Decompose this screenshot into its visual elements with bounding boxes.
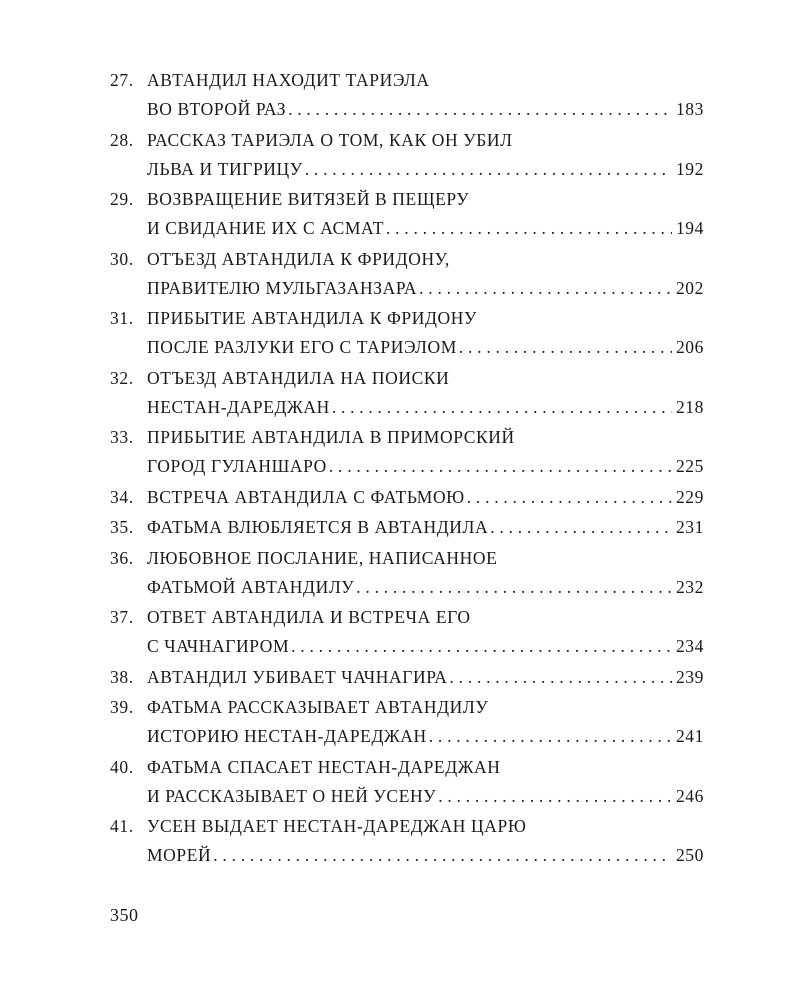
entry-title: ЛЮБОВНОЕ ПОСЛАНИЕ, НАПИСАННОЕ xyxy=(147,547,498,568)
entry-title: РАССКАЗ ТАРИЭЛА О ТОМ, КАК ОН УБИЛ xyxy=(147,129,513,150)
dot-leader xyxy=(288,95,672,124)
page-number: 194 xyxy=(675,218,704,238)
table-of-contents xyxy=(110,66,704,872)
dot-leader xyxy=(450,663,672,692)
entry-title: УСЕН ВЫДАЕТ НЕСТАН-ДАРЕДЖАН ЦАРЮ xyxy=(147,816,527,836)
entry-number: 36. xyxy=(110,547,134,568)
page-number: 250 xyxy=(675,845,704,865)
dot-leader xyxy=(419,274,672,303)
page-number: 229 xyxy=(675,486,704,507)
page-number: 202 xyxy=(675,277,704,298)
entry-title-continued: НЕСТАН-ДАРЕДЖАН xyxy=(147,396,330,417)
entry-number: 38. xyxy=(110,666,134,687)
page-number: 218 xyxy=(675,396,704,417)
toc-entry-38 xyxy=(110,663,704,692)
entry-title-continued: ФАТЬМОЙ АВТАНДИЛУ xyxy=(147,576,355,597)
toc-entry-33 xyxy=(110,423,704,481)
entry-number: 32. xyxy=(110,367,134,388)
toc-entry-40 xyxy=(110,753,704,811)
page-folio: 350 xyxy=(110,905,139,925)
entry-title-continued: МОРЕЙ xyxy=(147,845,212,865)
page-number: 183 xyxy=(675,99,704,119)
entry-title-continued: ИСТОРИЮ НЕСТАН-ДАРЕДЖАН xyxy=(147,726,427,746)
toc-entry-28 xyxy=(110,126,704,184)
toc-entry-35 xyxy=(110,513,704,542)
toc-entry-30 xyxy=(110,245,704,303)
dot-leader xyxy=(291,632,672,661)
entry-number: 39. xyxy=(110,697,134,717)
entry-number: 41. xyxy=(110,816,134,836)
page-number: 246 xyxy=(675,785,704,806)
dot-leader xyxy=(386,214,672,243)
toc-entry-29 xyxy=(110,185,704,243)
entry-number: 34. xyxy=(110,486,134,507)
toc-entry-34 xyxy=(110,483,704,512)
dot-leader xyxy=(305,155,672,184)
entry-title: ПРИБЫТИЕ АВТАНДИЛА В ПРИМОРСКИЙ xyxy=(147,427,515,447)
entry-number: 30. xyxy=(110,248,134,269)
dot-leader xyxy=(213,841,672,870)
toc-entry-31 xyxy=(110,304,704,362)
dot-leader xyxy=(429,722,672,751)
entry-title: ОТЪЕЗД АВТАНДИЛА НА ПОИСКИ xyxy=(147,367,450,388)
entry-number: 40. xyxy=(110,756,134,777)
dot-leader xyxy=(490,513,672,542)
entry-title: ФАТЬМА СПАСАЕТ НЕСТАН-ДАРЕДЖАН xyxy=(147,756,501,777)
page-number: 192 xyxy=(675,158,704,179)
entry-title: ПРИБЫТИЕ АВТАНДИЛА К ФРИДОНУ xyxy=(147,308,477,328)
page-number: 234 xyxy=(675,636,704,656)
entry-title-continued: ГОРОД ГУЛАНШАРО xyxy=(147,456,327,476)
entry-number: 35. xyxy=(110,517,134,537)
entry-title-continued: И СВИДАНИЕ ИХ С АСМАТ xyxy=(147,218,384,238)
entry-title-continued: И РАССКАЗЫВАЕТ О НЕЙ УСЕНУ xyxy=(147,785,437,806)
entry-title: ВОЗВРАЩЕНИЕ ВИТЯЗЕЙ В ПЕЩЕРУ xyxy=(147,189,470,209)
entry-number: 29. xyxy=(110,189,134,209)
entry-title-continued: ПРАВИТЕЛЮ МУЛЬГАЗАНЗАРА xyxy=(147,277,418,298)
dot-leader xyxy=(467,483,672,512)
entry-number: 27. xyxy=(110,70,134,90)
entry-title: ФАТЬМА ВЛЮБЛЯЕТСЯ В АВТАНДИЛА xyxy=(147,517,489,537)
entry-title-continued: С ЧАЧНАГИРОМ xyxy=(147,636,290,656)
toc-entry-39 xyxy=(110,693,704,751)
entry-number: 31. xyxy=(110,308,134,328)
entry-title: ВСТРЕЧА АВТАНДИЛА С ФАТЬМОЮ xyxy=(147,486,465,507)
entry-title-continued: ВО ВТОРОЙ РАЗ xyxy=(147,99,287,119)
toc-entry-41 xyxy=(110,812,704,870)
dot-leader xyxy=(438,782,672,811)
dot-leader xyxy=(459,333,672,362)
entry-title-continued: ПОСЛЕ РАЗЛУКИ ЕГО С ТАРИЭЛОМ xyxy=(147,337,457,357)
page-number: 239 xyxy=(675,666,704,687)
entry-title: АВТАНДИЛ УБИВАЕТ ЧАЧНАГИРА xyxy=(147,666,448,687)
page-number: 232 xyxy=(675,576,704,597)
entry-number: 37. xyxy=(110,607,134,627)
dot-leader xyxy=(356,573,672,602)
dot-leader xyxy=(329,452,672,481)
toc-entry-37 xyxy=(110,603,704,661)
page-number: 231 xyxy=(675,517,704,537)
entry-title: ОТЪЕЗД АВТАНДИЛА К ФРИДОНУ, xyxy=(147,248,450,269)
page-number: 206 xyxy=(675,337,704,357)
entry-title-continued: ЛЬВА И ТИГРИЦУ xyxy=(147,158,303,179)
toc-entry-27 xyxy=(110,66,704,124)
entry-title: ФАТЬМА РАССКАЗЫВАЕТ АВТАНДИЛУ xyxy=(147,697,489,717)
entry-number: 28. xyxy=(110,129,134,150)
toc-entry-36 xyxy=(110,544,704,602)
entry-number: 33. xyxy=(110,427,134,447)
entry-title: АВТАНДИЛ НАХОДИТ ТАРИЭЛА xyxy=(147,70,430,90)
toc-entry-32 xyxy=(110,364,704,422)
entry-title: ОТВЕТ АВТАНДИЛА И ВСТРЕЧА ЕГО xyxy=(147,607,471,627)
page-number: 225 xyxy=(675,456,704,476)
page-number: 241 xyxy=(675,726,704,746)
dot-leader xyxy=(332,393,672,422)
